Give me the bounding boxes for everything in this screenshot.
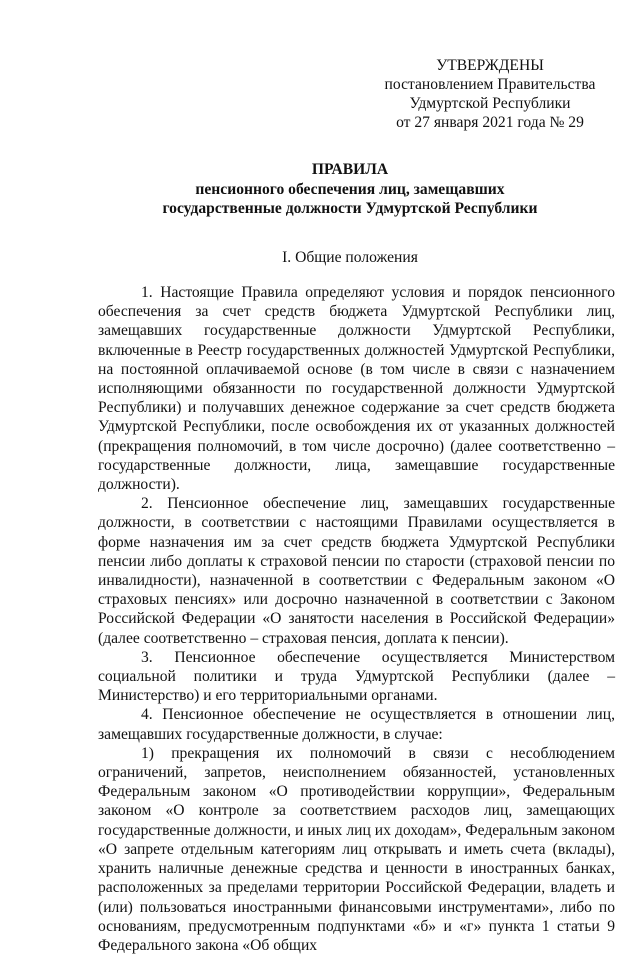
approval-stamp (380, 56, 600, 132)
paragraph-4: 4. Пенсионное обеспечение не осуществляется в отношении лиц, замещавших государственные должности, в случае: (98, 706, 615, 743)
paragraph-3: 3. Пенсионное обеспечение осуществляется Министерством социальной политики и труда Удмуртской Республики (далее – Министерство) и его территориальными органами. (98, 648, 615, 705)
document-title (80, 160, 620, 219)
approval-line-1: УТВЕРЖДЕНЫ (436, 57, 544, 74)
paragraph-2: 2. Пенсионное обеспечение лиц, замещавших государственные должности, в соответствии с настоящими Правилами осуществляется в форме назначения им за счет средств бюджета Удмуртской Республики пенсии либо доплаты к страховой пенсии по старости (страховой пенсии по инвалидности), назначенной в соответствии с Федеральным законом «О страховых пенсиях» или досрочно назначенной в соответствии с Законом Российской Федерации «О занятости населения в Российской Федерации» (далее соответственно – страховая пенсия, доплата к пенсии). (98, 495, 615, 647)
document-body (98, 283, 615, 955)
title-line-1: ПРАВИЛА (311, 161, 389, 178)
paragraph-4-1: 1) прекращения их полномочий в связи с несоблюдением ограничений, запретов, неисполнением обязанностей, установленных Федеральным законом «О противодействии коррупции», Федеральным законом «О контроле за соответствием расходов лиц, замещающих государственные должности, и иных лиц их доходам», Федеральным законом «О запрете отдельным категориям лиц открывать и иметь счета (вклады), хранить наличные денежные средства и ценности в иностранных банках, расположенных за пределами территории Российской Федерации, владеть и (или) пользоваться иностранными финансовыми инструментами», либо по основаниям, предусмотренным подпунктами «б» и «г» пункта 1 статьи 9 Федерального закона «Об общих (98, 744, 615, 954)
paragraph-1: 1. Настоящие Правила определяют условия и порядок пенсионного обеспечения за счет средств бюджета Удмуртской Республики лиц, замещавших государственные должности Удмуртской Республики, включенные в Реестр государственных должностей Удмуртской Республики, на постоянной оплачиваемой основе (в том числе в связи с назначением исполняющими обязанности по государственной должности Удмуртской Республики) и получавших денежное содержание за счет средств бюджета Удмуртской Республики, после освобождения их от указанных должностей (прекращения полномочий, в том числе досрочно) (далее соответственно – государственные должности, лица, замещавшие государственные должности). (98, 284, 615, 494)
title-line-3: государственные должности Удмуртской Республики (162, 200, 538, 217)
approval-line-4: от 27 января 2021 года № 29 (396, 114, 584, 131)
approval-line-2: постановлением Правительства (384, 76, 596, 93)
section-heading: I. Общие положения (282, 249, 418, 266)
approval-line-3: Удмуртской Республики (409, 95, 571, 112)
title-line-2: пенсионного обеспечения лиц, замещавших (195, 180, 505, 198)
